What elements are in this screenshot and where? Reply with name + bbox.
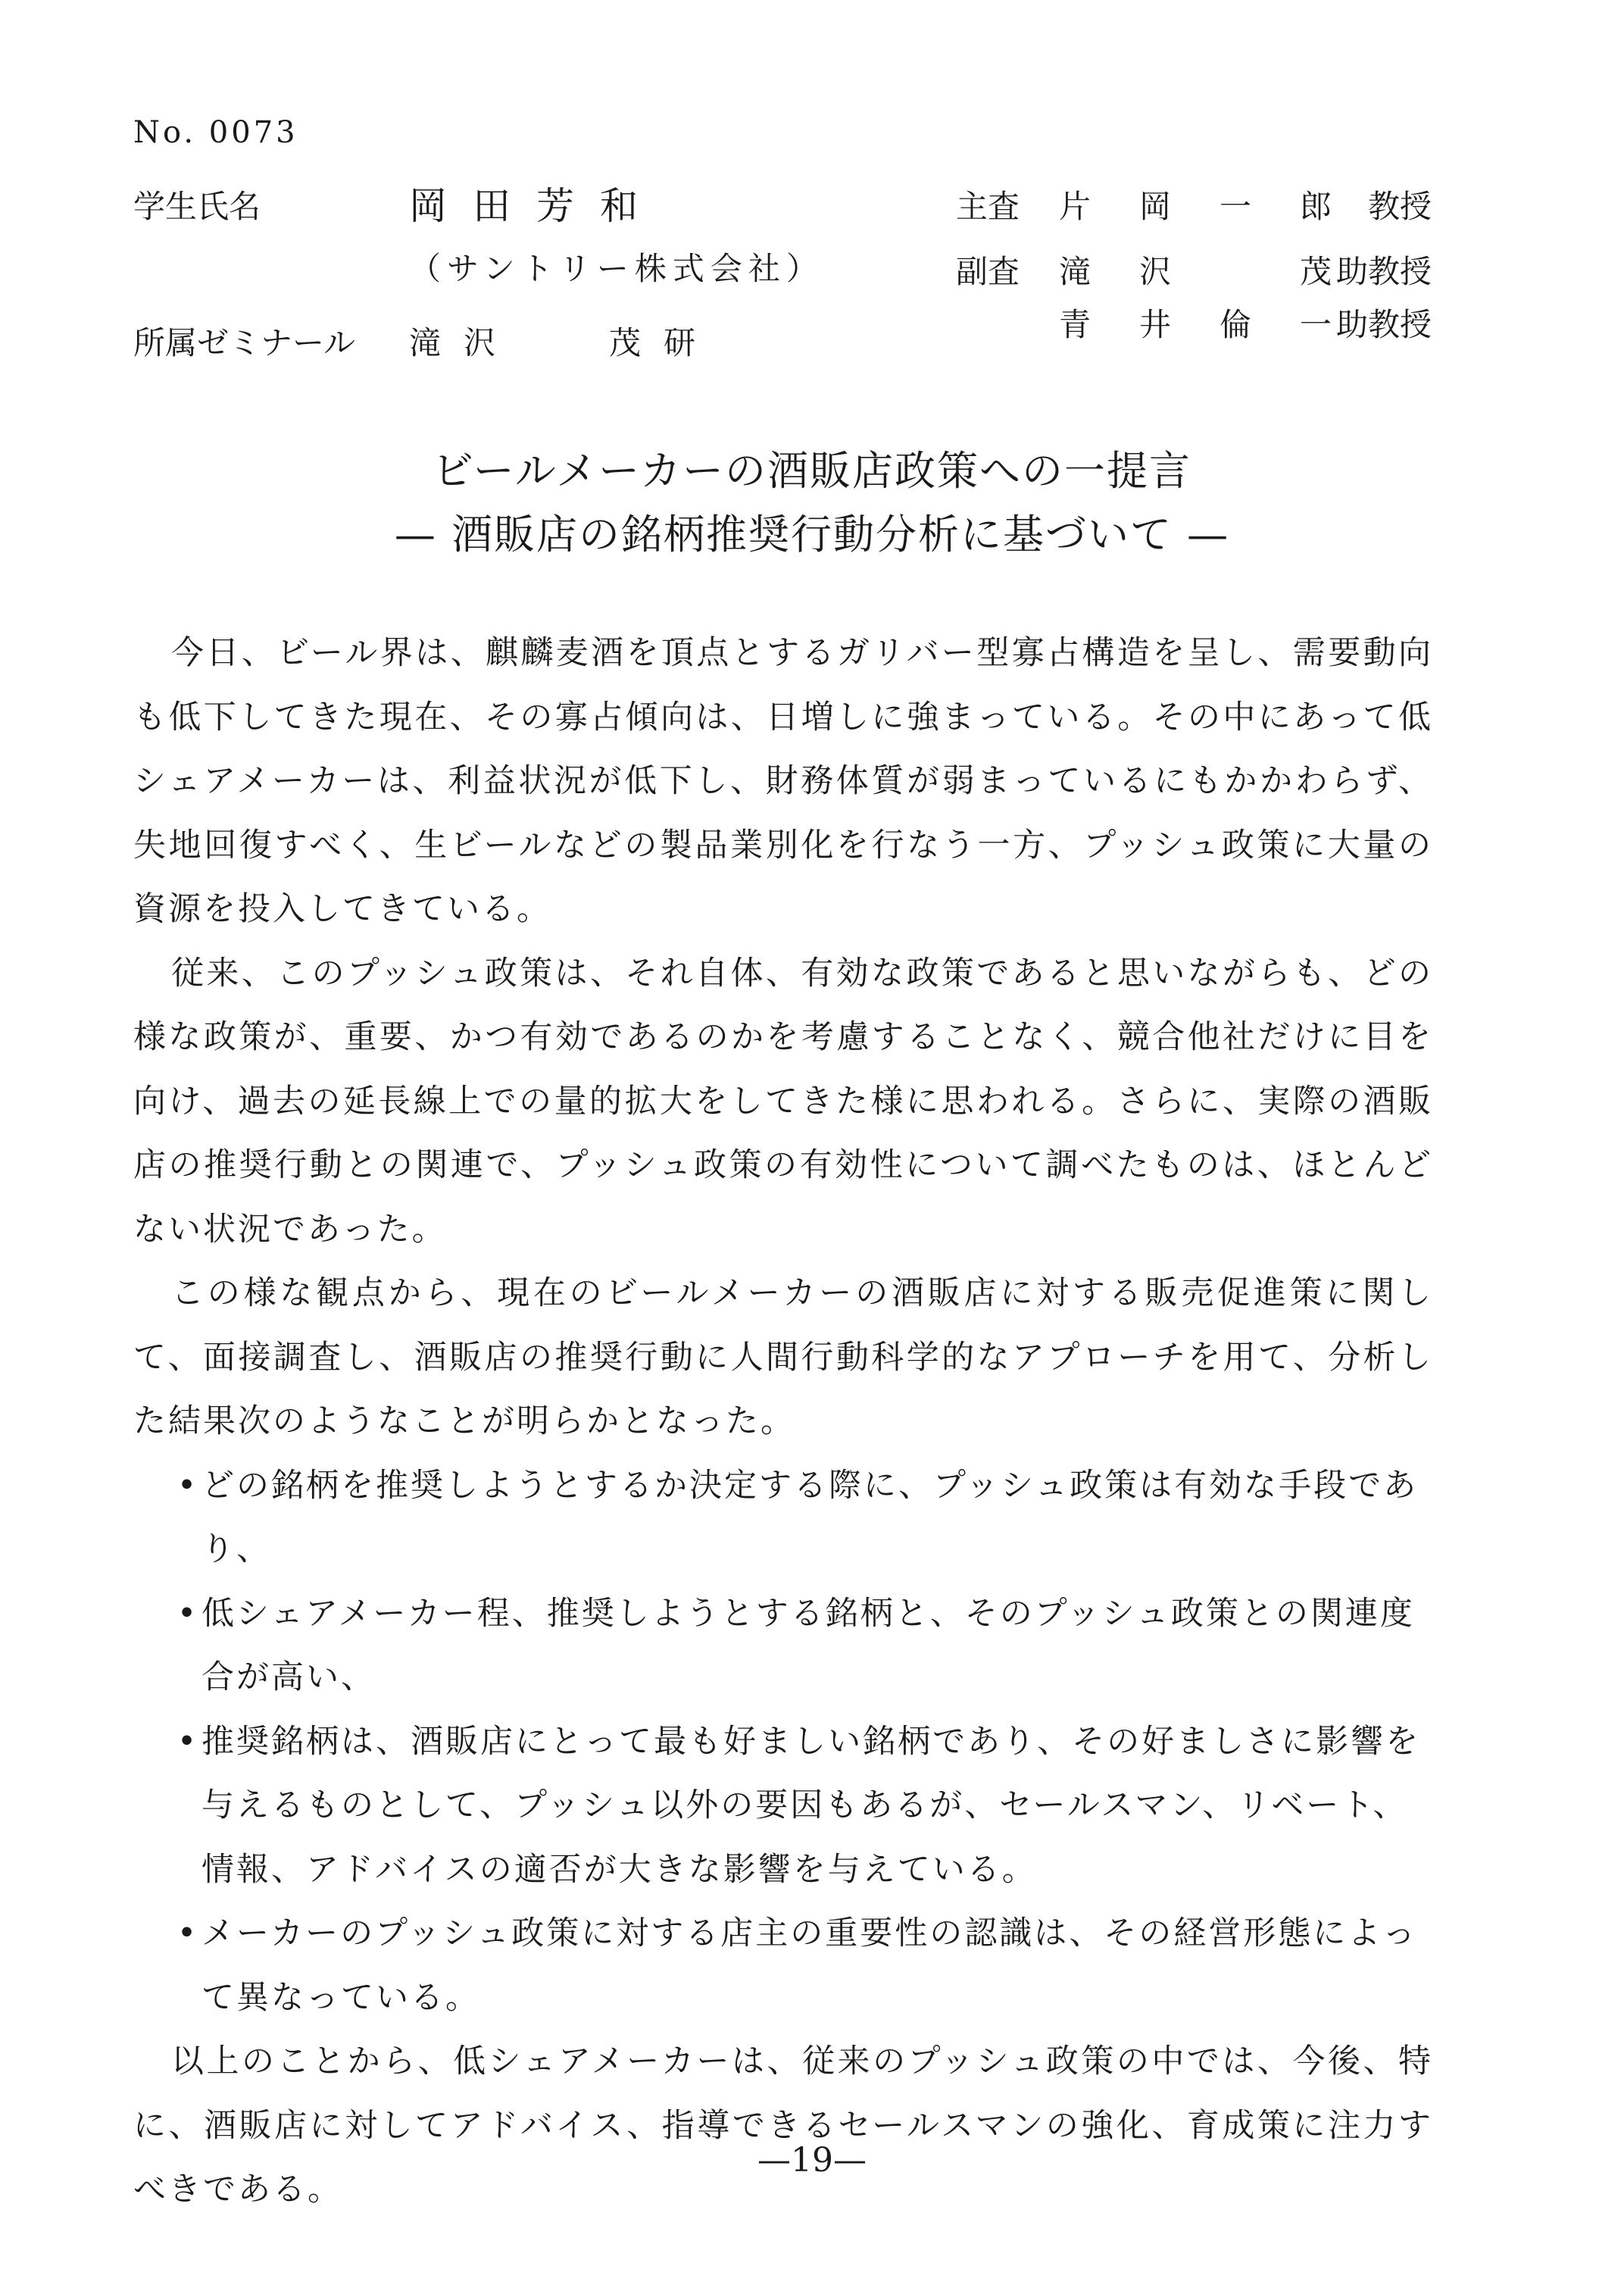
reviewer-title-sub-1: 助教授 [1335, 253, 1432, 290]
conclusion-paragraph: 以上のことから、低シェアメーカーは、従来のプッシュ政策の中では、今後、特に、酒販店に対してアドバイス、指導できるセールスマンの強化、育成策に注力すべきである。 [133, 2043, 1433, 2208]
reviewer-name-sub-2: 青 井 倫 一 [1059, 306, 1332, 343]
reviewer-role-chief: 主査 [956, 188, 1020, 225]
seminar-surname: 滝沢 [409, 324, 519, 361]
abstract-body [133, 621, 1433, 2222]
reviewer-role-sub: 副査 [956, 253, 1020, 290]
paragraph-3: この様な観点から、現在のビールメーカーの酒販店に対する販売促進策に関して、面接調査し、酒販店の推奨行動に人間行動科学的なアプローチを用て、分析した結果次のようなことが明らかとなった。 [133, 1274, 1433, 1440]
findings-list [133, 1454, 1433, 2030]
reviewer-title-chief: 教授 [1367, 188, 1432, 225]
finding-item: • 推奨銘柄は、酒販店にとって最も好ましい銘柄であり、その好ましさに影響を与えるものとして、プッシュ以外の要因もあるが、セールスマン、リベート、情報、アドバイスの適否が大きな影響を与えている。 [133, 1710, 1433, 1902]
student-name-label: 学生氏名 [133, 188, 261, 225]
bullet-icon: • [176, 1722, 199, 1761]
finding-item: • どの銘柄を推奨しようとするか決定する際に、プッシュ政策は有効な手段であり、 [133, 1454, 1433, 1582]
reviewer-name-chief: 片 岡 一 郎 [1059, 188, 1332, 225]
bullet-icon: • [176, 1914, 199, 1952]
paper-subtitle: — 酒販店の銘柄推奨行動分析に基づいて — [394, 511, 1230, 558]
seminar-label: 所属ゼミナール [133, 324, 356, 361]
reviewer-name-sub-1: 滝 沢 茂 [1059, 253, 1332, 290]
paragraph-1: 今日、ビール界は、麒麟麦酒を頂点とするガリバー型寡占構造を呈し、需要動向も低下してきた現在、その寡占傾向は、日増しに強まっている。その中にあって低シェアメーカーは、利益状況が低下し、財務体質が弱まっているにもかかわらず、失地回復すべく、生ビールなどの製品業別化を行なう一方、プッシュ政策に大量の資源を投入してきている。 [133, 634, 1433, 928]
finding-item: • メーカーのプッシュ政策に対する店主の重要性の認識は、その経営形態によって異なっている。 [133, 1902, 1433, 2030]
paragraph-2: 従来、このプッシュ政策は、それ自体、有効な政策であると思いながらも、どの様な政策が、重要、かつ有効であるのかを考慮することなく、競合他社だけに目を向け、過去の延長線上での量的拡大をしてきた様に思われる。さらに、実際の酒販店の推奨行動との関連で、プッシュ政策の有効性について調べたものは、ほとんどない状況であった。 [133, 954, 1433, 1249]
student-company: （サントリー株式会社） [409, 250, 824, 287]
seminar-given: 茂研 [609, 324, 719, 361]
bullet-icon: • [176, 1594, 199, 1633]
seminar-value [409, 318, 718, 364]
finding-item: • 低シェアメーカー程、推奨しようとする銘柄と、そのプッシュ政策との関連度合が高い、 [133, 1582, 1433, 1710]
student-name: 岡田芳和 [409, 184, 664, 228]
page-number: —19— [757, 2141, 867, 2180]
document-number: No. 0073 [133, 115, 298, 150]
bullet-icon: • [176, 1466, 199, 1505]
reviewer-title-sub-2: 助教授 [1335, 306, 1432, 343]
paper-title-block [0, 444, 1624, 562]
paper-title: ビールメーカーの酒販店政策への一提言 [432, 447, 1192, 495]
